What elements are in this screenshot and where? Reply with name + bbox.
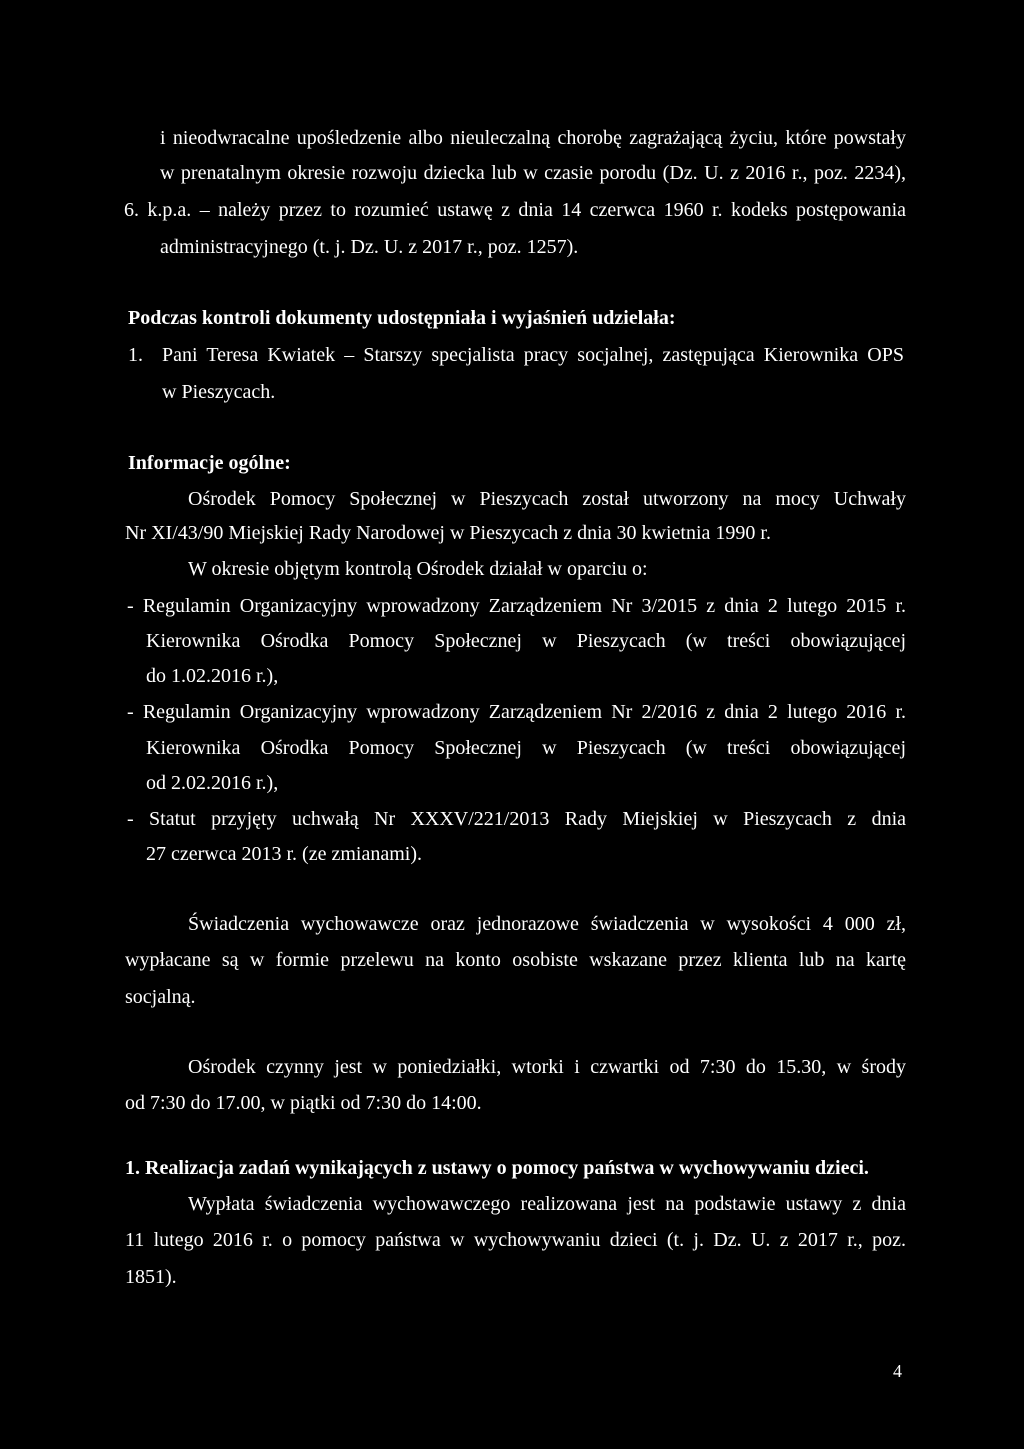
section-1-p-line-3: 1851). <box>125 1266 177 1288</box>
basis-list-item-1-line-1: - Regulamin Organizacyjny wprowadzony Zarządzeniem Nr 3/2015 z dnia 2 lutego 2015 r. <box>127 595 906 617</box>
general-p2-intro: W okresie objętym kontrolą Ośrodek działał w oparciu o: <box>188 558 648 580</box>
general-p4-line-1: Ośrodek czynny jest w poniedziałki, wtorki i czwartki od 7:30 do 15.30, w środy <box>188 1056 906 1078</box>
page-number: 4 <box>893 1361 902 1381</box>
section-1-heading: 1. Realizacja zadań wynikających z ustawy o pomocy państwa w wychowywaniu dzieci. <box>125 1157 869 1179</box>
basis-list-item-3-line-1: - Statut przyjęty uchwałą Nr XXXV/221/2013 Rady Miejskiej w Pieszycach z dnia <box>127 808 906 830</box>
section-1-p-line-2: 11 lutego 2016 r. o pomocy państwa w wychowywaniu dzieci (t. j. Dz. U. z 2017 r., poz. <box>125 1229 906 1251</box>
intro-line-1: i nieodwracalne upośledzenie albo nieuleczalną chorobę zagrażającą życiu, które powstały <box>160 127 906 149</box>
general-info-heading: Informacje ogólne: <box>128 452 291 474</box>
intro-line-2: w prenatalnym okresie rozwoju dziecka lub w czasie porodu (Dz. U. z 2016 r., poz. 2234), <box>160 162 906 184</box>
basis-list-item-1-line-2: Kierownika Ośrodka Pomocy Społecznej w Pieszycach (w treści obowiązującej <box>146 630 906 652</box>
basis-list-item-1-line-3: do 1.02.2016 r.), <box>146 665 279 687</box>
basis-list-item-2-line-1: - Regulamin Organizacyjny wprowadzony Zarządzeniem Nr 2/2016 z dnia 2 lutego 2016 r. <box>127 701 906 723</box>
general-p4-line-2: od 7:30 do 17.00, w piątki od 7:30 do 14:00. <box>125 1092 482 1114</box>
control-item-1-line-1: Pani Teresa Kwiatek – Starszy specjalista pracy socjalnej, zastępująca Kierownika OPS <box>162 344 904 366</box>
general-p1-line-2: Nr XI/43/90 Miejskiej Rady Narodowej w Pieszycach z dnia 30 kwietnia 1990 r. <box>125 522 771 544</box>
basis-list-item-2-line-3: od 2.02.2016 r.), <box>146 772 279 794</box>
control-item-1-number: 1. <box>128 344 143 366</box>
basis-list-item-2-line-2: Kierownika Ośrodka Pomocy Społecznej w Pieszycach (w treści obowiązującej <box>146 737 906 759</box>
general-p3-line-1: Świadczenia wychowawcze oraz jednorazowe świadczenia w wysokości 4 000 zł, <box>188 913 906 935</box>
control-item-1-line-2: w Pieszycach. <box>162 381 276 403</box>
section-1-p-line-1: Wypłata świadczenia wychowawczego realizowana jest na podstawie ustawy z dnia <box>188 1193 906 1215</box>
general-p1-line-1: Ośrodek Pomocy Społecznej w Pieszycach został utworzony na mocy Uchwały <box>188 488 906 510</box>
general-p3-line-3: socjalną. <box>125 986 196 1008</box>
general-p3-line-2: wypłacane są w formie przelewu na konto osobiste wskazane przez klienta lub na kartę <box>125 949 906 971</box>
definition-item-6-line-1: 6. k.p.a. – należy przez to rozumieć ustawę z dnia 14 czerwca 1960 r. kodeks postępowania <box>124 199 906 221</box>
control-heading: Podczas kontroli dokumenty udostępniała i wyjaśnień udzielała: <box>128 307 676 329</box>
definition-item-6-line-2: administracyjnego (t. j. Dz. U. z 2017 r., poz. 1257). <box>160 236 579 258</box>
basis-list-item-3-line-2: 27 czerwca 2013 r. (ze zmianami). <box>146 843 422 865</box>
